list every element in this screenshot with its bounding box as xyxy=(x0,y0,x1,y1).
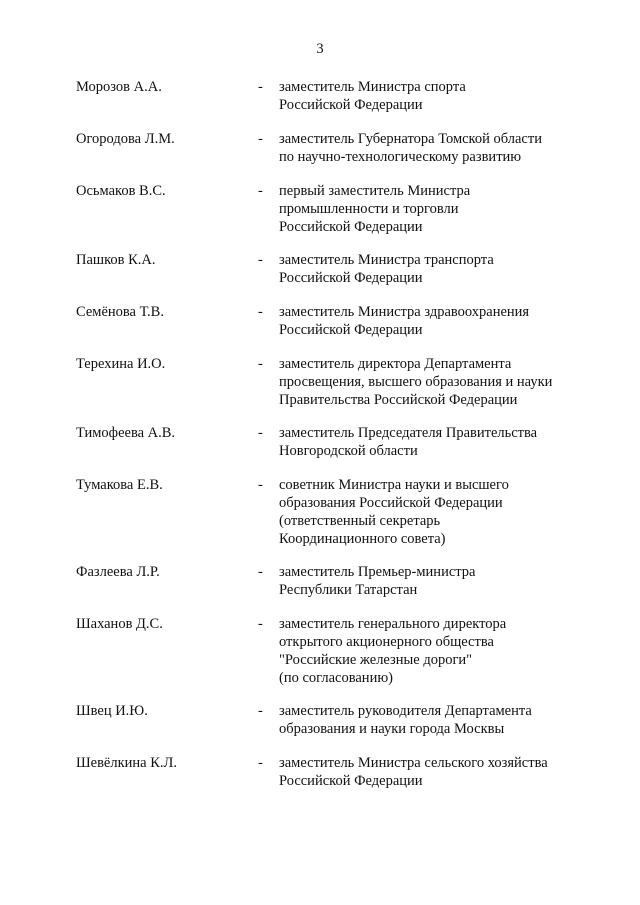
position-line: первый заместитель Министра xyxy=(279,183,471,199)
member-position xyxy=(279,303,619,339)
member-name: Тумакова Е.В. xyxy=(76,477,163,493)
member-position xyxy=(279,563,619,599)
member-name: Терехина И.О. xyxy=(76,356,166,372)
position-line: по научно-технологическому развитию xyxy=(279,149,522,165)
position-line: заместитель директора Департамента xyxy=(279,356,512,372)
position-line: заместитель генерального директора xyxy=(279,616,507,632)
dash-separator: - xyxy=(258,564,263,580)
dash-separator: - xyxy=(258,477,263,493)
member-position xyxy=(279,424,619,460)
dash-separator: - xyxy=(258,304,263,320)
dash-separator: - xyxy=(258,356,263,372)
position-line: Российской Федерации xyxy=(279,270,423,286)
member-name: Швец И.Ю. xyxy=(76,703,148,719)
position-line: (по согласованию) xyxy=(279,670,393,686)
dash-separator: - xyxy=(258,755,263,771)
position-line: заместитель Министра спорта xyxy=(279,79,466,95)
member-name: Шаханов Д.С. xyxy=(76,616,163,632)
position-line: Российской Федерации xyxy=(279,97,423,113)
member-name: Семёнова Т.В. xyxy=(76,304,164,320)
position-line: (ответственный секретарь xyxy=(279,513,441,529)
dash-separator: - xyxy=(258,252,263,268)
member-position xyxy=(279,182,619,236)
member-name: Шевёлкина К.Л. xyxy=(76,755,177,771)
position-line: заместитель Премьер-министра xyxy=(279,564,476,580)
position-line: образования и науки города Москвы xyxy=(279,721,505,737)
member-position xyxy=(279,476,619,548)
position-line: Республики Татарстан xyxy=(279,582,418,598)
position-line: заместитель Министра сельского хозяйства xyxy=(279,755,548,771)
member-position xyxy=(279,702,619,738)
dash-separator: - xyxy=(258,131,263,147)
member-position xyxy=(279,78,619,114)
dash-separator: - xyxy=(258,616,263,632)
member-position xyxy=(279,130,619,166)
position-line: заместитель Министра транспорта xyxy=(279,252,494,268)
position-line: образования Российской Федерации xyxy=(279,495,503,511)
position-line: промышленности и торговли xyxy=(279,201,459,217)
dash-separator: - xyxy=(258,703,263,719)
member-name: Морозов А.А. xyxy=(76,79,162,95)
position-line: открытого акционерного общества xyxy=(279,634,494,650)
position-line: заместитель Министра здравоохранения xyxy=(279,304,530,320)
position-line: Российской Федерации xyxy=(279,322,423,338)
position-line: Координационного совета) xyxy=(279,531,446,547)
position-line: Российской Федерации xyxy=(279,219,423,235)
member-name: Фазлеева Л.Р. xyxy=(76,564,160,580)
dash-separator: - xyxy=(258,79,263,95)
position-line: Новгородской области xyxy=(279,443,418,459)
position-line: просвещения, высшего образования и науки xyxy=(279,374,553,390)
member-name: Огородова Л.М. xyxy=(76,131,175,147)
member-name: Тимофеева А.В. xyxy=(76,425,176,441)
member-position xyxy=(279,355,619,409)
position-line: советник Министра науки и высшего xyxy=(279,477,509,493)
position-line: "Российские железные дороги" xyxy=(279,652,473,668)
dash-separator: - xyxy=(258,183,263,199)
member-position xyxy=(279,754,619,790)
member-position xyxy=(279,615,619,687)
member-name: Осьмаков В.С. xyxy=(76,183,166,199)
member-position xyxy=(279,251,619,287)
position-line: заместитель руководителя Департамента xyxy=(279,703,532,719)
position-line: Правительства Российской Федерации xyxy=(279,392,518,408)
member-name: Пашков К.А. xyxy=(76,252,156,268)
position-line: заместитель Губернатора Томской области xyxy=(279,131,542,147)
position-line: Российской Федерации xyxy=(279,773,423,789)
position-line: заместитель Председателя Правительства xyxy=(279,425,538,441)
page-number: 3 xyxy=(316,41,324,57)
dash-separator: - xyxy=(258,425,263,441)
